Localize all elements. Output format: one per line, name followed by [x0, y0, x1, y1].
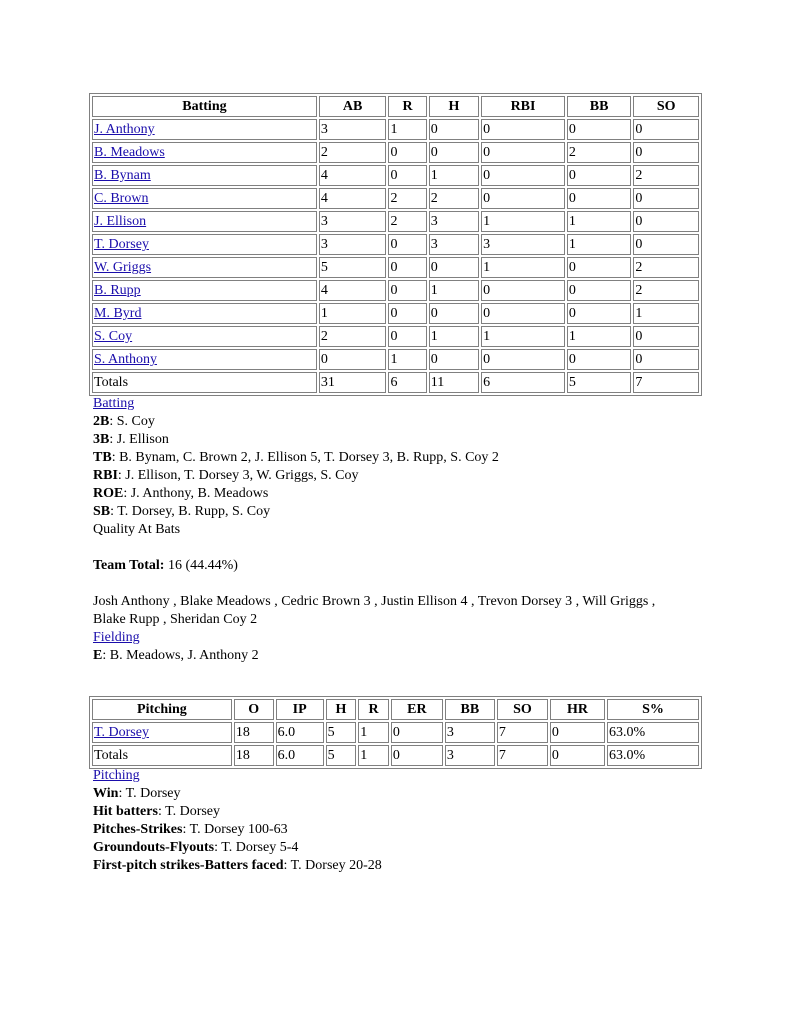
- batting-stat-line-text: : J. Ellison: [109, 432, 169, 447]
- stat-cell: 0: [567, 119, 632, 140]
- pitching-stat-line-label: Win: [93, 786, 119, 801]
- batting-stat-line: [93, 467, 713, 485]
- batting-header-rbi: RBI: [481, 96, 565, 117]
- totals-label: Totals: [92, 372, 317, 393]
- batting-stat-line: [93, 431, 713, 449]
- pitching-stat-line-label: Pitches-Strikes: [93, 822, 183, 837]
- totals-rbi: 6: [481, 372, 565, 393]
- pitching-header-bb: BB: [445, 699, 495, 720]
- batting-table: [89, 93, 702, 396]
- pitching-totals-er: 0: [391, 745, 443, 766]
- stat-cell: 1: [567, 211, 632, 232]
- player-link[interactable]: B. Rupp: [94, 283, 141, 298]
- stat-cell: 1: [319, 303, 387, 324]
- player-link[interactable]: W. Griggs: [94, 260, 152, 275]
- stat-cell: 0: [429, 119, 479, 140]
- pitching-totals-so: 7: [497, 745, 548, 766]
- player-link[interactable]: J. Ellison: [94, 214, 147, 229]
- totals-h: 11: [429, 372, 479, 393]
- stat-cell: 1: [567, 326, 632, 347]
- stat-cell: 2: [429, 188, 479, 209]
- batting-stat-line-label: TB: [93, 450, 112, 465]
- stat-cell: 1: [388, 119, 426, 140]
- pitching-stat-line-text: : T. Dorsey: [118, 786, 181, 801]
- pitching-totals-label: Totals: [92, 745, 232, 766]
- stat-cell: 0: [633, 349, 699, 370]
- pitching-header-player: Pitching: [92, 699, 232, 720]
- pitching-stat-line-text: : T. Dorsey 100-63: [182, 822, 288, 837]
- batting-header-player: Batting: [92, 96, 317, 117]
- player-cell: [92, 257, 317, 278]
- stat-cell: 0: [429, 303, 479, 324]
- stat-cell: 4: [319, 188, 387, 209]
- pitching-header-ip: IP: [276, 699, 324, 720]
- batting-stat-line-text: : S. Coy: [109, 414, 155, 429]
- pitching-header-hr: HR: [550, 699, 605, 720]
- batting-header-ab: AB: [319, 96, 387, 117]
- stat-cell: 4: [319, 165, 387, 186]
- stat-cell: 0: [388, 326, 426, 347]
- stat-cell: 1: [429, 165, 479, 186]
- player-link[interactable]: B. Bynam: [94, 168, 151, 183]
- pitching-stat-line-label: First-pitch strikes-Batters faced: [93, 858, 284, 873]
- stat-cell: 3: [319, 234, 387, 255]
- stat-cell: 4: [319, 280, 387, 301]
- stat-cell: 0: [388, 280, 426, 301]
- stat-cell: 0: [567, 188, 632, 209]
- pitching-totals-o: 18: [234, 745, 274, 766]
- batting-stat-line-label: SB: [93, 504, 111, 519]
- stat-cell: 0: [633, 234, 699, 255]
- batting-totals-row: [92, 372, 699, 393]
- stat-cell: 0: [481, 188, 565, 209]
- player-cell: [92, 165, 317, 186]
- player-link[interactable]: T. Dorsey: [94, 725, 149, 740]
- stat-cell: 2: [567, 142, 632, 163]
- batting-row: [92, 165, 699, 186]
- player-cell: [92, 349, 317, 370]
- stat-cell: 0: [633, 119, 699, 140]
- player-link[interactable]: B. Meadows: [94, 145, 165, 160]
- stat-cell: 2: [388, 188, 426, 209]
- batting-row: [92, 234, 699, 255]
- pitching-stat-line: [93, 857, 713, 875]
- stat-cell: 0: [633, 326, 699, 347]
- stat-cell: 2: [633, 165, 699, 186]
- stat-cell: 1: [481, 326, 565, 347]
- stat-cell: 1: [633, 303, 699, 324]
- batting-header-so: SO: [633, 96, 699, 117]
- stat-cell: 2: [319, 142, 387, 163]
- pitching-totals-ip: 6.0: [276, 745, 324, 766]
- stat-cell: 18: [234, 722, 274, 743]
- stat-cell: 7: [497, 722, 548, 743]
- totals-r: 6: [388, 372, 426, 393]
- stat-cell: 0: [567, 280, 632, 301]
- stat-cell: 3: [429, 211, 479, 232]
- stat-cell: 0: [481, 349, 565, 370]
- batting-stat-line-text: : T. Dorsey, B. Rupp, S. Coy: [110, 504, 271, 519]
- stat-cell: 3: [445, 722, 495, 743]
- stat-cell: 0: [550, 722, 605, 743]
- player-cell: [92, 211, 317, 232]
- stat-cell: 0: [388, 234, 426, 255]
- stat-cell: 1: [388, 349, 426, 370]
- stat-cell: 63.0%: [607, 722, 699, 743]
- pitching-header-h: H: [326, 699, 357, 720]
- pitching-header-r: R: [358, 699, 389, 720]
- stat-cell: 0: [388, 257, 426, 278]
- stat-cell: 3: [429, 234, 479, 255]
- stat-cell: 1: [567, 234, 632, 255]
- pitching-stat-line-label: Groundouts-Flyouts: [93, 840, 215, 855]
- player-link[interactable]: M. Byrd: [94, 306, 142, 321]
- stat-cell: 0: [319, 349, 387, 370]
- pitching-totals-hr: 0: [550, 745, 605, 766]
- stat-cell: 0: [633, 188, 699, 209]
- batting-row: [92, 257, 699, 278]
- stat-cell: 0: [481, 280, 565, 301]
- batting-stat-line-label: 3B: [93, 432, 110, 447]
- pitching-header-strike-pct: S%: [607, 699, 699, 720]
- stat-cell: 3: [481, 234, 565, 255]
- batting-header-h: H: [429, 96, 479, 117]
- stat-cell: 0: [388, 303, 426, 324]
- stat-cell: 0: [481, 119, 565, 140]
- pitching-stat-line-text: : T. Dorsey: [157, 804, 221, 819]
- player-cell: [92, 142, 317, 163]
- pitching-stat-line-text: : T. Dorsey 20-28: [283, 858, 382, 873]
- stat-cell: 2: [633, 257, 699, 278]
- batting-stat-line-label: ROE: [93, 486, 124, 501]
- player-cell: [92, 326, 317, 347]
- player-link[interactable]: S. Anthony: [94, 352, 158, 367]
- batting-row: [92, 349, 699, 370]
- batting-stat-line: [93, 485, 713, 503]
- pitching-link[interactable]: Pitching: [93, 768, 140, 783]
- batting-header-bb: BB: [567, 96, 632, 117]
- stat-cell: 1: [358, 722, 389, 743]
- stat-cell: 0: [567, 349, 632, 370]
- fielding-errors-label: E: [93, 648, 103, 663]
- stat-cell: 0: [481, 165, 565, 186]
- batting-stat-line-label: 2B: [93, 414, 110, 429]
- batting-row: [92, 188, 699, 209]
- fielding-errors: [93, 647, 713, 665]
- pitching-totals-row: [92, 745, 699, 766]
- stat-cell: 6.0: [276, 722, 324, 743]
- stat-cell: 5: [326, 722, 357, 743]
- pitching-totals-strike-pct: 63.0%: [607, 745, 699, 766]
- pitching-stat-line: [93, 839, 713, 857]
- batting-row: [92, 211, 699, 232]
- stat-cell: 1: [481, 211, 565, 232]
- pitching-totals-bb: 3: [445, 745, 495, 766]
- team-total: [93, 557, 713, 575]
- qab-players: Josh Anthony , Blake Meadows , Cedric Brown 3 , Justin Ellison 4 , Trevon Dorsey 3 , Will Griggs , Blake Rupp , Sheridan Coy 2: [93, 594, 656, 627]
- team-total-value: 16 (44.44%): [164, 558, 238, 573]
- stat-cell: 0: [429, 142, 479, 163]
- pitching-header-er: ER: [391, 699, 443, 720]
- player-link[interactable]: T. Dorsey: [94, 237, 149, 252]
- pitching-stat-line-text: : T. Dorsey 5-4: [214, 840, 299, 855]
- fielding-errors-text: : B. Meadows, J. Anthony 2: [102, 648, 259, 663]
- batting-stat-line-text: : J. Anthony, B. Meadows: [123, 486, 269, 501]
- pitching-totals-r: 1: [358, 745, 389, 766]
- batting-stat-line: [93, 413, 713, 431]
- player-link[interactable]: S. Coy: [94, 329, 133, 344]
- pitching-table: [89, 696, 702, 769]
- batting-row: [92, 303, 699, 324]
- stat-cell: 0: [429, 257, 479, 278]
- stat-cell: 2: [319, 326, 387, 347]
- batting-header-r: R: [388, 96, 426, 117]
- stat-cell: 0: [481, 142, 565, 163]
- player-cell: [92, 280, 317, 301]
- pitching-stat-line-label: Hit batters: [93, 804, 158, 819]
- player-link[interactable]: J. Anthony: [94, 122, 155, 137]
- stat-cell: 0: [429, 349, 479, 370]
- batting-notes: [93, 395, 713, 665]
- stat-cell: 5: [319, 257, 387, 278]
- batting-row: [92, 142, 699, 163]
- stat-cell: 0: [388, 142, 426, 163]
- stat-cell: 2: [388, 211, 426, 232]
- pitching-header-row: [92, 699, 699, 720]
- stat-cell: 0: [567, 165, 632, 186]
- stat-cell: 3: [319, 211, 387, 232]
- pitching-stat-line: [93, 803, 713, 821]
- stat-cell: 0: [633, 211, 699, 232]
- pitching-stat-line: [93, 821, 713, 839]
- pitching-row: [92, 722, 699, 743]
- batting-stat-line: [93, 503, 713, 521]
- stat-cell: 0: [567, 303, 632, 324]
- player-cell: [92, 234, 317, 255]
- pitching-totals-h: 5: [326, 745, 357, 766]
- player-cell: [92, 188, 317, 209]
- player-cell: [92, 722, 232, 743]
- stat-cell: 0: [481, 303, 565, 324]
- player-link[interactable]: C. Brown: [94, 191, 149, 206]
- stat-cell: 0: [567, 257, 632, 278]
- batting-stat-line-label: RBI: [93, 468, 118, 483]
- batting-row: [92, 326, 699, 347]
- stat-cell: 1: [481, 257, 565, 278]
- player-cell: [92, 119, 317, 140]
- batting-header-row: [92, 96, 699, 117]
- totals-ab: 31: [319, 372, 387, 393]
- stat-cell: 0: [633, 142, 699, 163]
- pitching-notes: [93, 767, 713, 875]
- pitching-header-so: SO: [497, 699, 548, 720]
- stat-cell: 2: [633, 280, 699, 301]
- batting-row: [92, 119, 699, 140]
- stat-cell: 1: [429, 280, 479, 301]
- batting-stat-line-text: : B. Bynam, C. Brown 2, J. Ellison 5, T. Dorsey 3, B. Rupp, S. Coy 2: [111, 450, 499, 465]
- batting-stat-line-text: : J. Ellison, T. Dorsey 3, W. Griggs, S. Coy: [117, 468, 359, 483]
- batting-stat-line: [93, 449, 713, 467]
- player-cell: [92, 303, 317, 324]
- batting-link[interactable]: Batting: [93, 396, 135, 411]
- stat-cell: 3: [319, 119, 387, 140]
- fielding-link[interactable]: Fielding: [93, 630, 140, 645]
- pitching-stat-line: [93, 785, 713, 803]
- pitching-header-o: O: [234, 699, 274, 720]
- stat-cell: 0: [388, 165, 426, 186]
- qab-title: Quality At Bats: [93, 522, 181, 537]
- stat-cell: 1: [429, 326, 479, 347]
- team-total-label: Team Total:: [93, 558, 165, 573]
- totals-bb: 5: [567, 372, 632, 393]
- batting-row: [92, 280, 699, 301]
- stat-cell: 0: [391, 722, 443, 743]
- totals-so: 7: [633, 372, 699, 393]
